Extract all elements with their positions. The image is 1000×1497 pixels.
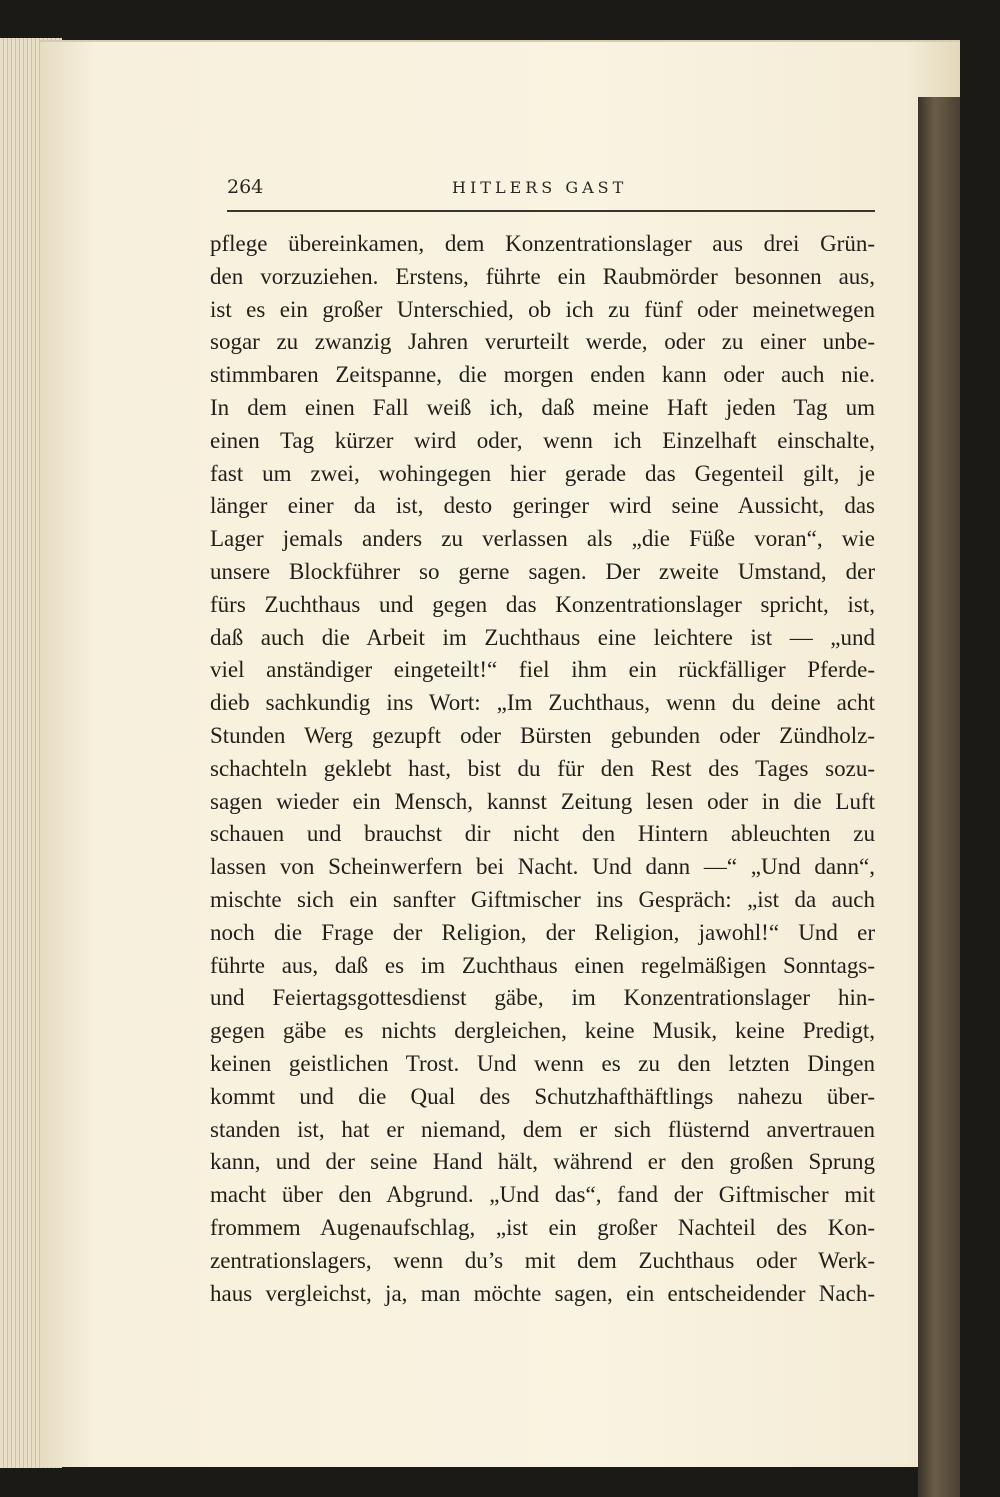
body-text <box>210 228 875 1310</box>
text-line: pflege übereinkamen, dem Konzentrationslager aus drei Grün- <box>210 231 875 256</box>
text-line: länger einer da ist, desto geringer wird seine Aussicht, das <box>210 493 875 519</box>
text-line: einen Tag kürzer wird oder, wenn ich Einzelhaft einschalte, <box>210 427 875 453</box>
text-line: mischte sich ein sanfter Giftmischer ins Gespräch: „ist da auch <box>210 886 875 912</box>
text-line: viel anständiger eingeteilt!“ fiel ihm ein rückfälliger Pferde- <box>210 657 875 683</box>
text-line: In dem einen Fall weiß ich, daß meine Haft jeden Tag um <box>210 394 875 420</box>
text-line: unsere Blockführer so gerne sagen. Der zweite Umstand, der <box>210 558 875 584</box>
text-line: zentrationslagers, wenn du’s mit dem Zuchthaus oder Werk- <box>210 1247 875 1273</box>
right-page-edge <box>918 97 960 1497</box>
text-line: stimmbaren Zeitspanne, die morgen enden kann oder auch nie. <box>210 362 875 388</box>
text-line: noch die Frage der Religion, der Religion, jawohl!“ Und er <box>210 919 875 945</box>
text-line: sagen wieder ein Mensch, kannst Zeitung lesen oder in die Luft <box>210 788 875 814</box>
text-line: keinen geistlichen Trost. Und wenn es zu den letzten Dingen <box>210 1050 875 1076</box>
text-line: kommt und die Qual des Schutzhafthäftlings nahezu über- <box>210 1083 875 1109</box>
text-line: fast um zwei, wohingegen hier gerade das Gegenteil gilt, je <box>210 460 875 486</box>
text-line: Stunden Werg gezupft oder Bürsten gebunden oder Zündholz- <box>210 722 875 748</box>
text-line: schachteln geklebt hast, bist du für den Rest des Tages sozu- <box>210 755 875 781</box>
running-head <box>227 176 875 212</box>
text-line: frommem Augenaufschlag, „ist ein großer Nachteil des Kon- <box>210 1214 875 1240</box>
text-line: dieb sachkundig ins Wort: „Im Zuchthaus, wenn du deine acht <box>210 690 875 716</box>
text-line: Lager jemals anders zu verlassen als „die Füße voran“, wie <box>210 526 875 552</box>
text-line: gegen gäbe es nichts dergleichen, keine Musik, keine Predigt, <box>210 1018 875 1044</box>
page-number: 264 <box>227 176 264 198</box>
book-title: HITLERS GAST <box>452 178 628 197</box>
text-line: standen ist, hat er niemand, dem er sich flüsternd anvertrauen <box>210 1116 875 1142</box>
text-line: lassen von Scheinwerfern bei Nacht. Und dann —“ „Und dann“, <box>210 854 875 880</box>
text-line: fürs Zuchthaus und gegen das Konzentrationslager spricht, ist, <box>210 591 875 617</box>
text-line: und Feiertagsgottesdienst gäbe, im Konzentrationslager hin- <box>210 985 875 1011</box>
text-line: macht über den Abgrund. „Und das“, fand der Giftmischer mit <box>210 1182 875 1208</box>
text-line: schauen und brauchst dir nicht den Hintern ableuchten zu <box>210 821 875 847</box>
text-line: führte aus, daß es im Zuchthaus einen regelmäßigen Sonntags- <box>210 952 875 978</box>
text-line: sogar zu zwanzig Jahren verurteilt werde, oder zu einer unbe- <box>210 329 875 355</box>
text-line: ist es ein großer Unterschied, ob ich zu fünf oder meinetwegen <box>210 296 875 322</box>
text-line: daß auch die Arbeit im Zuchthaus eine leichtere ist — „und <box>210 624 875 650</box>
text-line: kann, und der seine Hand hält, während er den großen Sprung <box>210 1149 875 1175</box>
text-line: den vorzuziehen. Erstens, führte ein Raubmörder besonnen aus, <box>210 263 875 289</box>
text-line: haus vergleichst, ja, man möchte sagen, ein entscheidender Nach- <box>210 1280 875 1306</box>
